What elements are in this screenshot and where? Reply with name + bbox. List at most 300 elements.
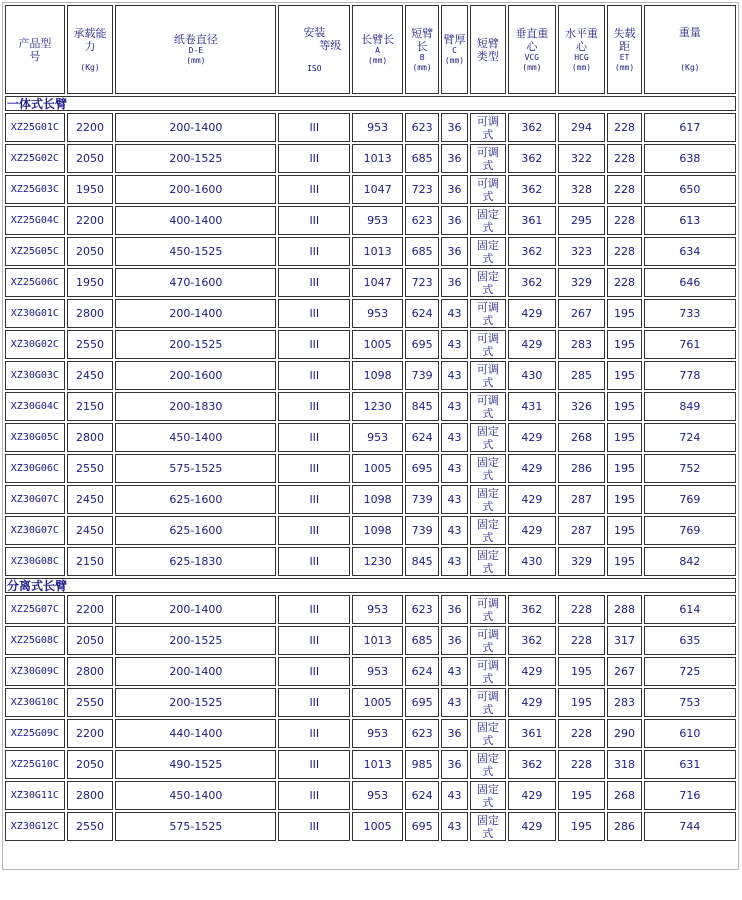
cell-et: 317	[607, 626, 641, 655]
cell-diameter: 200-1400	[115, 113, 276, 142]
header-hcg-line2: 心	[576, 39, 587, 53]
cell-vcg: 362	[508, 144, 556, 173]
short-type-line2: 式	[482, 530, 494, 544]
short-type-line2: 式	[482, 671, 494, 685]
section-title: 一体式长臂	[5, 96, 736, 111]
cell-model: XZ30G04C	[5, 392, 65, 421]
cell-hcg: 287	[558, 516, 606, 545]
cell-weight: 650	[644, 175, 736, 204]
table-row	[5, 626, 736, 655]
short-type-line1: 可调	[476, 627, 499, 641]
table-row	[5, 485, 736, 514]
cell-iso: III	[278, 485, 350, 514]
cell-capacity: 2550	[67, 812, 114, 841]
cell-short-type	[470, 516, 506, 545]
cell-capacity: 2450	[67, 361, 114, 390]
cell-capacity: 1950	[67, 268, 114, 297]
cell-vcg: 429	[508, 688, 556, 717]
cell-vcg: 362	[508, 175, 556, 204]
cell-hcg: 322	[558, 144, 606, 173]
cell-weight: 753	[644, 688, 736, 717]
cell-short-type	[470, 688, 506, 717]
header-vcg-unit: (mm)	[522, 62, 542, 72]
cell-thickness: 43	[441, 485, 467, 514]
header-vcg	[508, 5, 556, 94]
short-type-line1: 可调	[476, 689, 499, 703]
cell-long-arm: 1005	[352, 454, 403, 483]
cell-diameter: 200-1600	[115, 361, 276, 390]
short-type-line2: 式	[482, 561, 494, 575]
cell-diameter: 625-1600	[115, 516, 276, 545]
cell-diameter: 575-1525	[115, 454, 276, 483]
header-vcg-line3: VCG	[524, 52, 540, 62]
cell-weight: 769	[644, 516, 736, 545]
cell-diameter: 200-1525	[115, 144, 276, 173]
cell-hcg: 294	[558, 113, 606, 142]
header-thickness-line2: C	[452, 46, 457, 55]
cell-diameter: 200-1400	[115, 657, 276, 686]
cell-capacity: 2150	[67, 547, 114, 576]
cell-long-arm: 1013	[352, 750, 403, 779]
cell-diameter: 200-1525	[115, 330, 276, 359]
cell-vcg: 430	[508, 547, 556, 576]
cell-et: 318	[607, 750, 641, 779]
cell-et: 228	[607, 268, 641, 297]
header-diameter	[115, 5, 276, 94]
cell-short-type	[470, 781, 506, 810]
short-type-line1: 可调	[476, 300, 499, 314]
short-type-line1: 固定	[476, 486, 499, 500]
table-row	[5, 595, 736, 624]
cell-model: XZ25G08C	[5, 626, 65, 655]
short-type-line1: 可调	[476, 393, 499, 407]
cell-weight: 849	[644, 392, 736, 421]
cell-iso: III	[278, 454, 350, 483]
cell-vcg: 362	[508, 113, 556, 142]
table-row	[5, 206, 736, 235]
cell-thickness: 36	[441, 719, 467, 748]
cell-model: XZ30G05C	[5, 423, 65, 452]
cell-model: XZ25G04C	[5, 206, 65, 235]
cell-model: XZ25G03C	[5, 175, 65, 204]
cell-model: XZ30G08C	[5, 547, 65, 576]
header-model-line1: 产品型	[18, 36, 52, 50]
header-model-line2: 号	[29, 49, 41, 63]
cell-model: XZ25G02C	[5, 144, 65, 173]
header-hcg-line1: 水平重	[565, 26, 598, 40]
table-row	[5, 113, 736, 142]
cell-hcg: 323	[558, 237, 606, 266]
cell-iso: III	[278, 237, 350, 266]
cell-short-arm: 624	[405, 423, 439, 452]
cell-short-arm: 624	[405, 657, 439, 686]
cell-weight: 614	[644, 595, 736, 624]
cell-hcg: 228	[558, 750, 606, 779]
cell-diameter: 450-1525	[115, 237, 276, 266]
header-short-arm-unit: (mm)	[412, 62, 432, 72]
cell-short-arm: 723	[405, 268, 439, 297]
cell-long-arm: 1047	[352, 268, 403, 297]
cell-model: XZ30G07C	[5, 485, 65, 514]
table-row	[5, 330, 736, 359]
cell-model: XZ30G07C	[5, 516, 65, 545]
cell-hcg: 286	[558, 454, 606, 483]
cell-hcg: 228	[558, 719, 606, 748]
cell-diameter: 200-1400	[115, 299, 276, 328]
cell-iso: III	[278, 392, 350, 421]
cell-vcg: 429	[508, 516, 556, 545]
header-thickness-line1: 臂厚	[443, 33, 466, 46]
cell-thickness: 43	[441, 423, 467, 452]
table-row	[5, 423, 736, 452]
table-row	[5, 781, 736, 810]
cell-diameter: 575-1525	[115, 812, 276, 841]
cell-short-arm: 845	[405, 547, 439, 576]
cell-long-arm: 953	[352, 781, 403, 810]
cell-long-arm: 1098	[352, 516, 403, 545]
cell-vcg: 361	[508, 206, 556, 235]
cell-thickness: 43	[441, 299, 467, 328]
cell-short-arm: 739	[405, 516, 439, 545]
cell-hcg: 228	[558, 626, 606, 655]
cell-short-type	[470, 144, 506, 173]
cell-short-type	[470, 454, 506, 483]
cell-capacity: 2050	[67, 144, 114, 173]
cell-iso: III	[278, 330, 350, 359]
cell-thickness: 36	[441, 113, 467, 142]
short-type-line1: 固定	[476, 238, 499, 252]
cell-weight: 613	[644, 206, 736, 235]
table-row	[5, 657, 736, 686]
cell-short-arm: 685	[405, 237, 439, 266]
cell-short-type	[470, 206, 506, 235]
cell-long-arm: 1005	[352, 812, 403, 841]
cell-diameter: 450-1400	[115, 781, 276, 810]
cell-iso: III	[278, 113, 350, 142]
cell-diameter: 625-1600	[115, 485, 276, 514]
cell-capacity: 2200	[67, 719, 114, 748]
cell-long-arm: 1098	[352, 485, 403, 514]
cell-et: 283	[607, 688, 641, 717]
cell-iso: III	[278, 812, 350, 841]
cell-weight: 631	[644, 750, 736, 779]
cell-short-type	[470, 392, 506, 421]
cell-short-type	[470, 361, 506, 390]
cell-thickness: 43	[441, 812, 467, 841]
cell-thickness: 36	[441, 268, 467, 297]
cell-long-arm: 1098	[352, 361, 403, 390]
cell-long-arm: 1005	[352, 688, 403, 717]
cell-et: 195	[607, 299, 641, 328]
header-short-arm-line1: 短臂	[411, 26, 434, 40]
cell-capacity: 2050	[67, 237, 114, 266]
short-type-line2: 式	[482, 764, 494, 778]
cell-capacity: 2200	[67, 113, 114, 142]
cell-diameter: 200-1400	[115, 595, 276, 624]
cell-short-type	[470, 812, 506, 841]
cell-model: XZ30G03C	[5, 361, 65, 390]
cell-vcg: 429	[508, 657, 556, 686]
short-type-line2: 式	[482, 313, 494, 327]
cell-thickness: 43	[441, 392, 467, 421]
cell-diameter: 440-1400	[115, 719, 276, 748]
cell-long-arm: 1230	[352, 392, 403, 421]
cell-capacity: 2800	[67, 299, 114, 328]
header-capacity-unit: (Kg)	[80, 62, 100, 72]
cell-iso: III	[278, 361, 350, 390]
header-diameter-line1: 纸卷直径	[173, 33, 218, 46]
cell-model: XZ25G09C	[5, 719, 65, 748]
cell-thickness: 43	[441, 781, 467, 810]
cell-diameter: 450-1400	[115, 423, 276, 452]
cell-vcg: 429	[508, 781, 556, 810]
header-long-arm	[352, 5, 403, 94]
cell-short-arm: 695	[405, 454, 439, 483]
header-vcg-line1: 垂直重	[515, 26, 549, 40]
cell-long-arm: 1013	[352, 144, 403, 173]
short-type-line2: 式	[482, 702, 494, 716]
cell-diameter: 400-1400	[115, 206, 276, 235]
cell-vcg: 361	[508, 719, 556, 748]
cell-hcg: 228	[558, 595, 606, 624]
cell-weight: 842	[644, 547, 736, 576]
cell-iso: III	[278, 268, 350, 297]
header-diameter-line2: D-E	[188, 46, 204, 55]
cell-weight: 646	[644, 268, 736, 297]
cell-short-arm: 739	[405, 361, 439, 390]
cell-vcg: 429	[508, 423, 556, 452]
short-type-line1: 可调	[476, 362, 499, 376]
short-type-line2: 式	[482, 826, 494, 840]
cell-vcg: 362	[508, 237, 556, 266]
section-header-row	[5, 96, 736, 111]
cell-weight: 716	[644, 781, 736, 810]
cell-weight: 610	[644, 719, 736, 748]
short-type-line1: 可调	[476, 596, 499, 610]
cell-hcg: 326	[558, 392, 606, 421]
short-type-line1: 固定	[476, 751, 499, 765]
short-type-line1: 固定	[476, 548, 499, 562]
short-type-line2: 式	[482, 795, 494, 809]
short-type-line2: 式	[482, 406, 494, 420]
cell-iso: III	[278, 719, 350, 748]
header-et	[607, 5, 641, 94]
cell-weight: 769	[644, 485, 736, 514]
cell-vcg: 362	[508, 750, 556, 779]
header-et-unit: (mm)	[614, 62, 635, 72]
table-row	[5, 361, 736, 390]
cell-short-arm: 623	[405, 206, 439, 235]
header-short-arm-line2: 长	[416, 39, 428, 53]
cell-long-arm: 953	[352, 423, 403, 452]
spec-table	[3, 3, 738, 843]
cell-long-arm: 953	[352, 719, 403, 748]
header-weight	[644, 5, 736, 94]
cell-thickness: 43	[441, 454, 467, 483]
table-row	[5, 268, 736, 297]
cell-thickness: 36	[441, 237, 467, 266]
cell-capacity: 2550	[67, 688, 114, 717]
cell-model: XZ30G02C	[5, 330, 65, 359]
short-type-line1: 可调	[476, 331, 499, 345]
cell-thickness: 36	[441, 626, 467, 655]
header-hcg-line3: HCG	[574, 52, 589, 62]
header-long-arm-unit: (mm)	[367, 56, 388, 65]
table-row	[5, 812, 736, 841]
table-row	[5, 144, 736, 173]
cell-hcg: 329	[558, 268, 606, 297]
cell-short-type	[470, 595, 506, 624]
cell-diameter: 200-1525	[115, 688, 276, 717]
cell-long-arm: 1013	[352, 237, 403, 266]
table-row	[5, 392, 736, 421]
cell-model: XZ25G05C	[5, 237, 65, 266]
cell-iso: III	[278, 144, 350, 173]
cell-capacity: 2800	[67, 781, 114, 810]
header-install-line2: 等级	[319, 38, 342, 52]
header-capacity-line1: 承载能	[73, 26, 107, 40]
cell-et: 286	[607, 812, 641, 841]
cell-diameter: 490-1525	[115, 750, 276, 779]
cell-diameter: 470-1600	[115, 268, 276, 297]
cell-iso: III	[278, 657, 350, 686]
cell-vcg: 362	[508, 268, 556, 297]
header-capacity-line2: 力	[84, 39, 96, 53]
cell-hcg: 195	[558, 781, 606, 810]
short-type-line2: 式	[482, 468, 494, 482]
short-type-line1: 可调	[476, 114, 499, 128]
cell-et: 288	[607, 595, 641, 624]
short-type-line1: 固定	[476, 207, 499, 221]
cell-weight: 778	[644, 361, 736, 390]
cell-hcg: 267	[558, 299, 606, 328]
cell-short-arm: 739	[405, 485, 439, 514]
short-type-line1: 可调	[476, 145, 499, 159]
cell-iso: III	[278, 626, 350, 655]
cell-thickness: 43	[441, 330, 467, 359]
cell-diameter: 625-1830	[115, 547, 276, 576]
cell-short-arm: 695	[405, 330, 439, 359]
cell-thickness: 36	[441, 144, 467, 173]
cell-capacity: 1950	[67, 175, 114, 204]
cell-short-type	[470, 113, 506, 142]
cell-model: XZ30G11C	[5, 781, 65, 810]
cell-vcg: 429	[508, 485, 556, 514]
cell-weight: 761	[644, 330, 736, 359]
cell-capacity: 2550	[67, 454, 114, 483]
cell-capacity: 2150	[67, 392, 114, 421]
cell-diameter: 200-1830	[115, 392, 276, 421]
header-long-arm-line1: 长臂长	[361, 33, 395, 46]
header-weight-unit: (Kg)	[680, 63, 700, 72]
short-type-line2: 式	[482, 375, 494, 389]
cell-short-type	[470, 719, 506, 748]
cell-short-type	[470, 330, 506, 359]
cell-et: 195	[607, 330, 641, 359]
cell-capacity: 2450	[67, 516, 114, 545]
header-short-arm	[405, 5, 439, 94]
cell-vcg: 429	[508, 330, 556, 359]
cell-model: XZ25G06C	[5, 268, 65, 297]
cell-weight: 638	[644, 144, 736, 173]
header-install	[278, 5, 350, 94]
cell-short-type	[470, 175, 506, 204]
short-type-line2: 式	[482, 189, 494, 203]
cell-iso: III	[278, 423, 350, 452]
cell-vcg: 429	[508, 299, 556, 328]
section-header-row	[5, 578, 736, 593]
header-model	[5, 5, 65, 94]
table-row	[5, 516, 736, 545]
cell-weight: 617	[644, 113, 736, 142]
short-type-line1: 固定	[476, 782, 499, 796]
short-type-line2: 式	[482, 127, 494, 141]
cell-short-arm: 695	[405, 688, 439, 717]
cell-short-type	[470, 237, 506, 266]
short-type-line2: 式	[482, 251, 494, 265]
header-install-line1: 安装	[303, 25, 326, 39]
short-type-line1: 固定	[476, 424, 499, 438]
short-type-line1: 固定	[476, 720, 499, 734]
cell-thickness: 36	[441, 595, 467, 624]
cell-hcg: 295	[558, 206, 606, 235]
cell-long-arm: 953	[352, 113, 403, 142]
cell-thickness: 43	[441, 361, 467, 390]
header-thickness-unit: (mm)	[444, 56, 465, 65]
cell-short-arm: 685	[405, 626, 439, 655]
cell-short-arm: 723	[405, 175, 439, 204]
cell-et: 195	[607, 392, 641, 421]
cell-short-arm: 624	[405, 781, 439, 810]
cell-short-arm: 623	[405, 719, 439, 748]
cell-short-arm: 623	[405, 595, 439, 624]
cell-vcg: 429	[508, 812, 556, 841]
short-type-line1: 可调	[476, 176, 499, 190]
cell-et: 195	[607, 361, 641, 390]
cell-hcg: 329	[558, 547, 606, 576]
cell-iso: III	[278, 299, 350, 328]
cell-et: 267	[607, 657, 641, 686]
cell-vcg: 362	[508, 626, 556, 655]
cell-hcg: 287	[558, 485, 606, 514]
cell-model: XZ30G10C	[5, 688, 65, 717]
short-type-line2: 式	[482, 344, 494, 358]
table-row	[5, 719, 736, 748]
cell-capacity: 2050	[67, 626, 114, 655]
table-row	[5, 299, 736, 328]
cell-long-arm: 1230	[352, 547, 403, 576]
short-type-line1: 固定	[476, 813, 499, 827]
header-row	[5, 5, 736, 94]
spec-table-body	[5, 96, 736, 841]
cell-vcg: 431	[508, 392, 556, 421]
cell-long-arm: 953	[352, 206, 403, 235]
cell-model: XZ30G01C	[5, 299, 65, 328]
short-type-line1: 固定	[476, 269, 499, 283]
header-hcg-unit: (mm)	[571, 62, 592, 72]
cell-et: 228	[607, 206, 641, 235]
cell-short-type	[470, 547, 506, 576]
cell-iso: III	[278, 206, 350, 235]
cell-hcg: 283	[558, 330, 606, 359]
cell-weight: 724	[644, 423, 736, 452]
cell-short-arm: 623	[405, 113, 439, 142]
cell-short-arm: 985	[405, 750, 439, 779]
header-short-type	[470, 5, 506, 94]
cell-weight: 635	[644, 626, 736, 655]
cell-iso: III	[278, 688, 350, 717]
short-type-line2: 式	[482, 282, 494, 296]
